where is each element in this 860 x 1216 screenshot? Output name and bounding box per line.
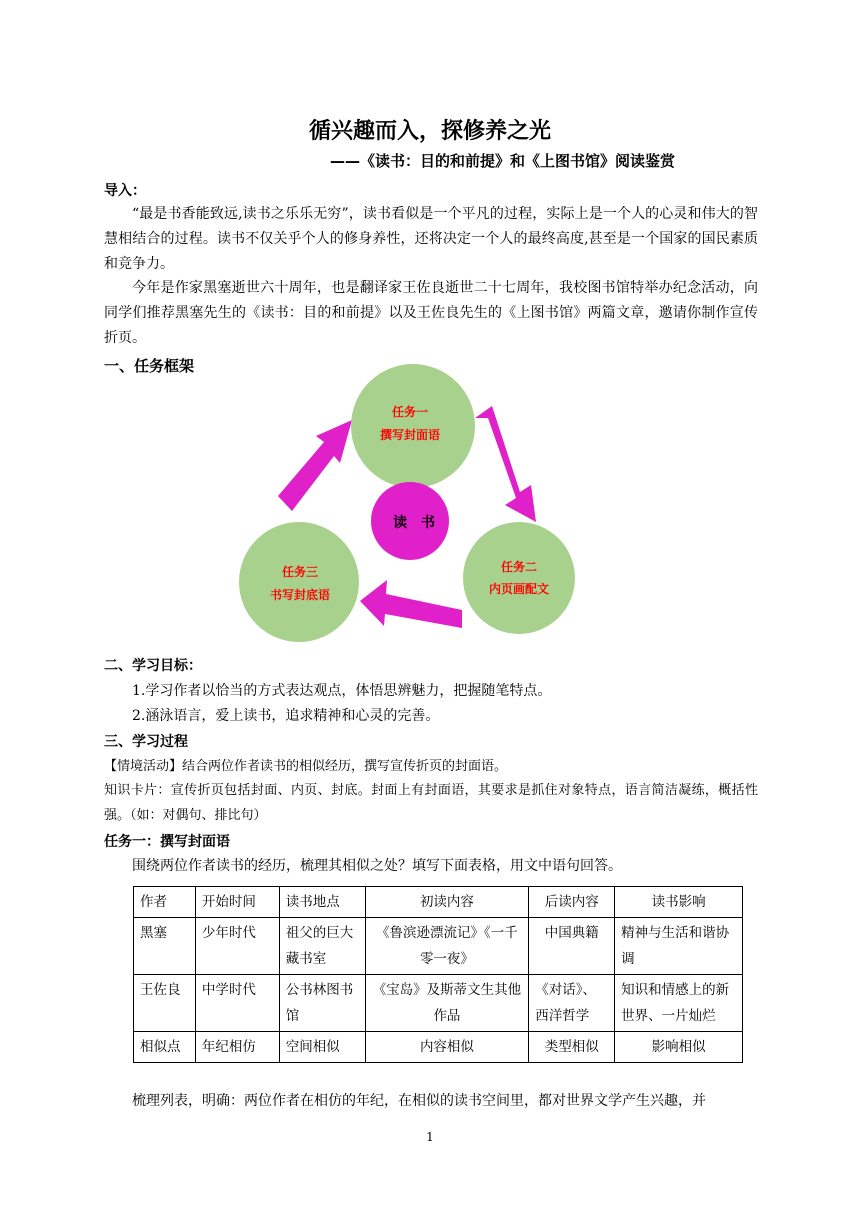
- table-header-row: [134, 887, 743, 918]
- task3-label-line1: 任务三: [281, 565, 319, 579]
- task1-circle: [351, 364, 475, 488]
- task1-heading: 任务一：撰写封面语: [104, 834, 230, 850]
- table-cell: 精神与生活和谐协调: [615, 918, 743, 975]
- table-cell: 《鲁滨逊漂流记》《一千零一夜》: [365, 918, 529, 975]
- page-number: 1: [426, 1130, 434, 1144]
- page-subtitle: ——《读书：目的和前提》和《上图书馆》阅读鉴赏: [330, 152, 676, 170]
- intro-paragraph-2: 今年是作家黑塞逝世六十周年，也是翻译家王佐良逝世二十七周年，我校图书馆特举办纪念活动，向同学们推荐黑塞先生的《读书：目的和前提》以及王佐良先生的《上图书馆》两篇文章，邀请你制作宣传折页。: [104, 280, 758, 346]
- table-cell: 相似点: [134, 1032, 196, 1063]
- comparison-table: [133, 886, 743, 1063]
- section1-heading: 一、任务框架: [104, 357, 195, 375]
- table-header-cell: 作者: [134, 887, 196, 918]
- table-header-cell: 后读内容: [529, 887, 615, 918]
- table-cell: 《对话》、西洋哲学: [529, 975, 615, 1032]
- table-header-cell: 读书影响: [615, 887, 743, 918]
- task3-label-line2: 书写封底语: [269, 588, 331, 602]
- table-cell: 内容相似: [365, 1032, 529, 1063]
- arrow-task1-to-task2: [475, 406, 536, 522]
- section2-heading: 二、学习目标：: [104, 658, 202, 674]
- task3-circle: [239, 522, 359, 642]
- task1-label-line1: 任务一: [391, 405, 429, 419]
- task2-label-line1: 任务二: [500, 560, 538, 574]
- table-cell: 公书林图书馆: [279, 975, 365, 1032]
- task2-circle: [463, 522, 575, 634]
- arrow-task2-to-task3: [360, 580, 462, 628]
- page-title: 循兴趣而入，探修养之光: [308, 118, 551, 144]
- table-row: [134, 1032, 743, 1063]
- goal-1: 1.学习作者以恰当的方式表达观点，体悟思辨魅力，把握随笔特点。: [132, 683, 552, 699]
- intro-paragraph-1: “最是书香能致远,读书之乐乐无穷”，读书看似是一个平凡的过程，实际上是一个人的心灵和伟大的智慧相结合的过程。读书不仅关乎个人的修身养性，还将决定一个人的最终高度,甚至是一个国家的国民素质和竞争力。: [104, 206, 758, 272]
- task2-label-line2: 内页画配文: [488, 582, 550, 596]
- table-header-cell: 读书地点: [279, 887, 365, 918]
- arrow-task3-to-task1: [278, 420, 352, 511]
- table-cell: 空间相似: [279, 1032, 365, 1063]
- table-header-cell: 初读内容: [365, 887, 529, 918]
- table-cell: 黑塞: [134, 918, 196, 975]
- table-summary: 梳理列表，明确：两位作者在相仿的年纪，在相似的读书空间里，都对世界文学产生兴趣，并: [132, 1093, 706, 1109]
- goal-2: 2.涵泳语言，爱上读书，追求精神和心灵的完善。: [132, 708, 440, 724]
- table-row: [134, 975, 743, 1032]
- task1-label-line2: 撰写封面语: [379, 428, 441, 442]
- table-cell: 年纪相仿: [195, 1032, 279, 1063]
- table-cell: 影响相似: [615, 1032, 743, 1063]
- situational-activity: 【情境活动】结合两位作者读书的相似经历，撰写宣传折页的封面语。: [104, 759, 508, 774]
- intro-label: 导入：: [104, 183, 146, 199]
- table-cell: 王佐良: [134, 975, 196, 1032]
- table-row: [134, 918, 743, 975]
- section3-heading: 三、学习过程: [104, 734, 188, 750]
- table-cell: 中国典籍: [529, 918, 615, 975]
- table-cell: 祖父的巨大藏书室: [279, 918, 365, 975]
- table-cell: 中学时代: [195, 975, 279, 1032]
- task1-instruction: 围绕两位作者读书的经历，梳理其相似之处？填写下面表格，用文中语句回答。: [132, 858, 622, 874]
- table-cell: 少年时代: [195, 918, 279, 975]
- center-label: 读 书: [393, 515, 435, 531]
- table-cell: 知识和情感上的新世界、一片灿烂: [615, 975, 743, 1032]
- knowledge-card: 知识卡片：宣传折页包括封面、内页、封底。封面上有封面语，其要求是抓住对象特点，语言简洁凝练，概括性强。（如：对偶句、排比句）: [104, 783, 758, 823]
- table-cell: 《宝岛》及斯蒂文生其他作品: [365, 975, 529, 1032]
- table-header-cell: 开始时间: [195, 887, 279, 918]
- table-cell: 类型相似: [529, 1032, 615, 1063]
